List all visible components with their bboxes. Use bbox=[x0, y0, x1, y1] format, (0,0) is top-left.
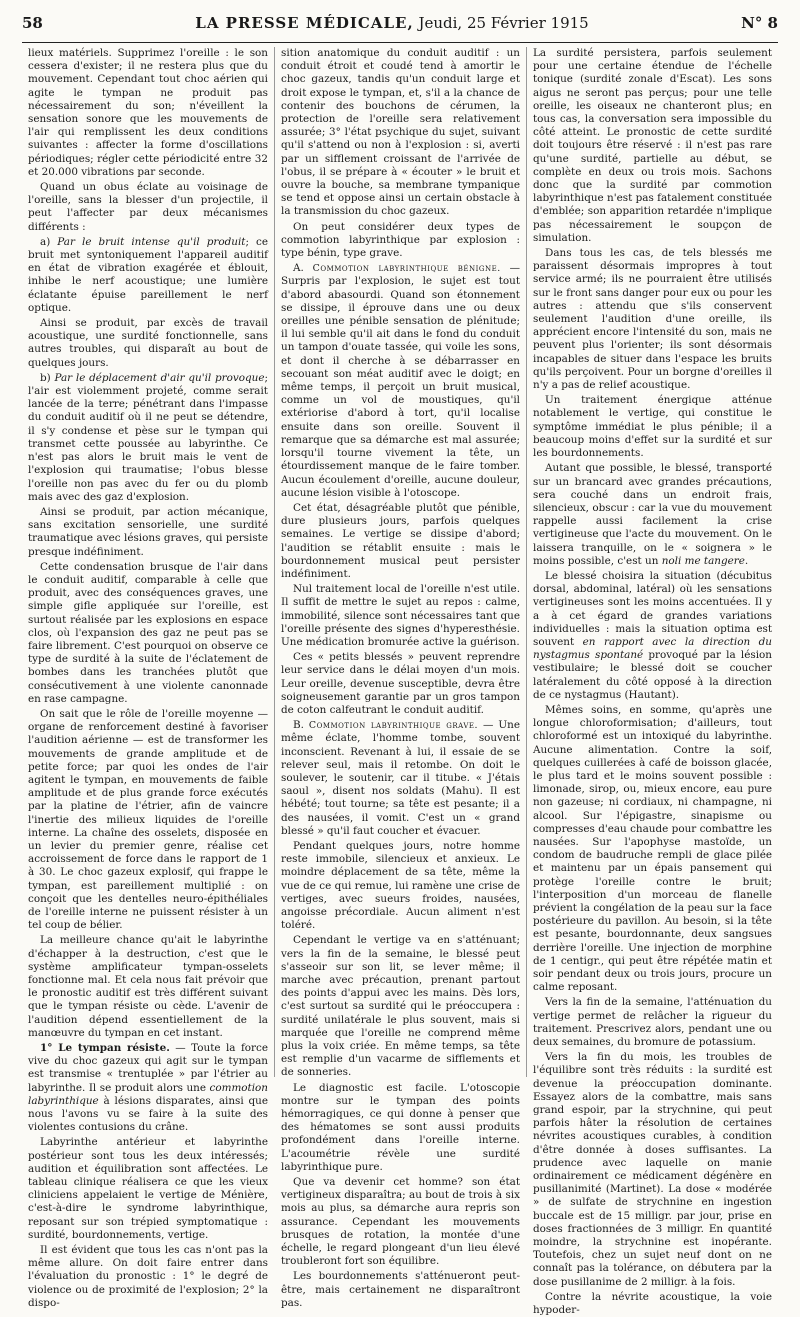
paragraph bbox=[533, 996, 772, 1049]
paragraph-text: Les bourdonnements s'atténueront peut-être, mais certainement ne disparaîtront pas. bbox=[281, 1270, 520, 1309]
paragraph-text: La meilleure chance qu'ait le labyrinthe d'échapper à la destruction, c'est que le système amplificateur tympan-osselets fonctionne mal. Et cela nous fait prévoir que le pronostic auditif est très différent suivant que le tympan résiste ou cède. L'avenir de l'audition dépend essentiellement de la manœuvre du tympan en cet instant. bbox=[28, 934, 268, 1039]
paragraph bbox=[281, 47, 520, 219]
paragraph bbox=[28, 934, 268, 1040]
paragraph bbox=[281, 583, 520, 649]
paragraph-text: Que va devenir cet homme? son état vertigineux disparaîtra; au bout de trois à six mois au plus, sa démarche aura repris son assurance. Cependant les mouvements brusques de rotation, la montée d'une échelle, le regard plongeant d'un lieu élevé troubleront fort son équilibre. bbox=[281, 1176, 520, 1268]
emphasis-text: en rapport avec la direction du nystagmus spontané bbox=[533, 635, 772, 662]
paragraph-text: Ces « petits blessés » peuvent reprendre leur service dans le délai moyen d'un mois. Leur oreille, devenue susceptible, devra être soigneusement garantie par un gros tampon de coton calfeutrant le conduit auditif. bbox=[281, 651, 520, 716]
paragraph bbox=[281, 719, 520, 838]
paragraph-text: à lésions disparates, ainsi que nous l'avons vu se faire à la suite des violentes contusions du crâne. bbox=[28, 1094, 268, 1134]
paragraph bbox=[281, 1176, 520, 1268]
paragraph bbox=[533, 247, 772, 392]
paragraph-text: — Une même éclate, l'homme tombe, souvent inconscient. Revenant à lui, il essaie de se relever seul, mais il retombe. On doit le soulever, le soutenir, car il titube. « J'étais saoul », disent nos soldats (Mahu). Il est hébété; tout tourne; sa tête est pesante; il a des nausées, il vomit. C'est un « grand blessé » qu'il faut coucher et évacuer. bbox=[281, 719, 520, 837]
paragraph-text: Autant que possible, le blessé, transporté sur un brancard avec grandes précautions, sera couché dans un endroit frais, silencieux, obscur : car la vue du mouvement rappelle aussi facilement la crise vertigineuse que l'acte du mouvement. On le laissera tranquille, on le « soignera » le moins possible, c'est un bbox=[533, 462, 772, 567]
paragraph-text: sition anatomique du conduit auditif : un conduit étroit et coudé tend à amortir le choc gazeux, tandis qu'un conduit large et droit expose le tympan, et, s'il a la chance de contenir des bouchons de cérumen, la protection de l'oreille sera relativement assurée; 3° l'état psychique du sujet, suivant qu'il s'attend ou non à l'explosion : si, averti par un sifflement croissant de l'arrivée de l'obus, il se prépare à « écouter » le bruit et ouvre la bouche, sa membrane tympanique se tend et oppose ainsi un certain obstacle à la transmission du choc gazeux. bbox=[281, 47, 520, 218]
paragraph bbox=[28, 1244, 268, 1310]
page-number: 58 bbox=[22, 14, 43, 32]
paragraph-text: Cette condensation brusque de l'air dans le conduit auditif, comparable à celle que produit, avec des conséquences graves, une simple gifle appliquée sur l'oreille, est surtout réalisée par les explosions en espace clos, où l'expansion des gaz ne peut pas se faire librement. C'est pourquoi on observe ce type de surdité à la suite de l'éclatement de bombes dans les tranchées plutôt que consécutivement à une violente canonnade en rase campagne. bbox=[28, 560, 268, 705]
paragraph bbox=[533, 570, 772, 702]
paragraph bbox=[28, 47, 268, 179]
paragraph-text: On sait que le rôle de l'oreille moyenne — organe de renforcement destiné à favoriser l'audition aérienne — est de transformer les mouvements de grande amplitude et de petite force; par quoi les ondes de l'air agitent le tympan, en mouvements de faible amplitude et de plus grande force exécutés par la platine de l'étrier, afin de vaincre l'inertie des milieux liquides de l'oreille interne. La chaîne des osselets, disposée en un levier du premier genre, réalise cet accroissement de force dans le rapport de 1 à 30. Le choc gazeux explosif, qui frappe le tympan, est pareillement multiplié : on conçoit que les dentelles neuro-épithéliales de l'oreille interne ne puissent résister à un tel coup de bélier. bbox=[28, 707, 268, 932]
paragraph bbox=[533, 1051, 772, 1289]
paragraph-text: . bbox=[744, 554, 749, 567]
paragraph-text: Mêmes soins, en somme, qu'après une longue chloroformisation; d'ailleurs, tout chloroformé est un intoxiqué du labyrinthe. Aucune alimentation. Contre la soif, quelques cuillerées à café de boisson glacée, le plus tard et le moins souvent possible : limonade, sirop, ou, mieux encore, eau pure non gazeuse; ni cordiaux, ni champagne, ni alcool. Sur l'épigastre, sinapisme ou compresses d'eau chaude pour combattre les nausées. Sur l'apophyse mastoïde, un condom de baudruche rempli de glace pilée et maintenu par un épais pansement qui protège l'oreille contre le bruit; l'interposition d'un morceau de flanelle prévient la congélation de la peau sur la face postérieure du pavillon. Au besoin, si la tête est pesante, bourdonnante, deux sangsues derrière l'oreille. Une injection de morphine de 1 centigr., qui peut être répétée matin et soir pendant deux ou trois jours, procure un calme reposant. bbox=[533, 703, 772, 994]
paragraph bbox=[28, 181, 268, 234]
paragraph bbox=[28, 236, 268, 315]
paragraph-text: ; ce bruit met syntoniquement l'appareil auditif en état de vibration exagérée et éblouit, inhibe le nerf acoustique; une lumière éclatante épuise pareillement le nerf optique. bbox=[28, 235, 268, 314]
issue-number: N° 8 bbox=[741, 14, 778, 32]
paragraph-text: Cet état, désagréable plutôt que pénible, dure plusieurs jours, parfois quelques semaines. Le vertige se dissipe d'abord; l'audition se rétablit ensuite : mais le bourdonnement musical peut persister indéfiniment. bbox=[281, 501, 520, 580]
paragraph bbox=[28, 317, 268, 370]
list-marker: B. bbox=[293, 719, 309, 732]
paragraph bbox=[281, 262, 520, 500]
paragraph-text: Quand un obus éclate au voisinage de l'oreille, sans la blesser d'un projectile, il peut l'affecter par deux mécanismes différents : bbox=[28, 181, 268, 233]
paragraph bbox=[281, 840, 520, 932]
list-marker: A. bbox=[293, 262, 313, 275]
column-middle bbox=[274, 47, 526, 1309]
emphasis-text: noli me tangere bbox=[661, 554, 745, 567]
paragraph bbox=[533, 394, 772, 460]
list-marker: b) bbox=[40, 371, 55, 384]
paragraph-text: provoqué par la lésion vestibulaire; le blessé doit se coucher latéralement du côté opposé à la direction de ce nystagmus (Hautant). bbox=[533, 649, 772, 701]
paragraph-text: lieux matériels. Supprimez l'oreille : le son cessera d'exister; il ne restera plus que du mouvement. Cependant tout choc aérien qui agite le tympan ne produit pas nécessairement du son; n'éveillent la sensation sonore que les mouvements de l'air qui remplissent les deux conditions suivantes : affecter la forme d'oscillations périodiques; régler cette périodicité entre 32 et 20.000 vibrations par seconde. bbox=[28, 47, 268, 178]
paragraph-text: La surdité persistera, parfois seulement pour une certaine étendue de l'échelle tonique (surdité zonale d'Escat). Les sons aigus ne seront pas perçus; pour une telle oreille, les oiseaux ne chanteront plus; en tous cas, la conversation sera impossible du côté atteint. Le pronostic de cette surdité doit toujours être réservé : il n'est pas rare qu'une surdité, partielle au début, se complète en deux ou trois mois. Sachons donc que la surdité par commotion labyrinthique n'est pas fatalement constituée d'emblée; son apparition retardée n'implique pas nécessairement le soupçon de simulation. bbox=[533, 47, 772, 244]
section-heading: Commotion labyrinthique bénigne. bbox=[312, 263, 501, 275]
list-marker: a) bbox=[40, 235, 58, 248]
paragraph bbox=[533, 1291, 772, 1317]
paragraph bbox=[28, 561, 268, 706]
paragraph bbox=[281, 1270, 520, 1310]
paragraph bbox=[28, 506, 268, 559]
paragraph bbox=[281, 651, 520, 717]
paragraph-text: Labyrinthe antérieur et labyrinthe postérieur sont tous les deux intéressés; audition et équilibration sont affectées. Le tableau clinique réalisera ce que les vieux cliniciens appelaient le vertige de Ménière, c'est-à-dire le syndrome labyrinthique, reposant sur son trépied symptomatique : surdité, bourdonnements, vertige. bbox=[28, 1136, 268, 1241]
section-heading: 1° Le tympan résiste. bbox=[40, 1042, 170, 1055]
paragraph-text: Nul traitement local de l'oreille n'est utile. Il suffit de mettre le sujet au repos : calme, immobilité, silence sont nécessaires tant que l'oreille présente des signes d'hyperesthésie. Une médication bromurée active la guérison. bbox=[281, 583, 520, 648]
emphasis-text: Par le déplacement d'air qu'il provoque bbox=[54, 371, 265, 384]
paragraph bbox=[28, 1136, 268, 1242]
paragraph-text: Cependant le vertige va en s'atténuant; vers la fin de la semaine, le blessé peut s'asseoir sur son lit, se lever même; il marche avec précaution, prenant partout des points d'appui avec les mains. Dès lors, c'est surtout sa surdité qui le préoccupera : surdité unilatérale le plus souvent, mais si marquée que l'oreille ne comprend même plus la voix criée. En même temps, sa tête est remplie d'un vacarme de sifflements et de sonneries. bbox=[281, 934, 520, 1079]
paragraph-text: Ainsi se produit, par action mécanique, sans excitation sensorielle, une surdité traumatique avec lésions graves, qui persiste presque indéfiniment. bbox=[28, 505, 268, 558]
text-columns bbox=[22, 47, 778, 1317]
paragraph bbox=[28, 708, 268, 932]
paragraph bbox=[281, 1082, 520, 1174]
column-right bbox=[526, 47, 778, 1317]
paragraph-text: — Surpris par l'explosion, le sujet est tout d'abord abasourdi. Quand son étonnement se dissipe, il éprouve dans une ou deux oreilles une pénible sensation de plénitude; il lui semble qu'il ait dans le fond du conduit un tampon d'ouate tassée, qui voile les sons, et dont il cherche à se débarrasser en secouant son méat auditif avec le doigt; en même temps, il perçoit un bruit musical, comme un vol de moustiques, qu'il extériorise d'abord à tort, qu'il localise ensuite dans son oreille. Souvent il remarque que sa démarche est mal assurée; lorsqu'il tourne vivement la tête, un étourdissement manque de le faire tomber. Aucun écoulement d'oreille, aucune douleur, aucune lésion visible à l'otoscope. bbox=[281, 262, 520, 499]
paragraph-text: Le diagnostic est facile. L'otoscopie montre sur le tympan des points hémorragiques, ce qui donne à penser que des hématomes se sont aussi produits profondément dans l'oreille interne. L'acoumétrie révèle une surdité labyrinthique pure. bbox=[281, 1081, 520, 1173]
column-left bbox=[22, 47, 274, 1309]
paragraph-text: Vers la fin du mois, les troubles de l'équilibre sont très réduits : la surdité est devenue la préoccupation dominante. Essayez alors de la combattre, mais sans grand espoir, par la strychnine, qui peut parfois hâter la résolution de certaines névrites acoustiques curables, à condition d'être donnée à doses suffisantes. La prudence avec laquelle on manie ordinairement ce médicament dégénère en pusillanimité (Martinet). La dose « modérée » de sulfate de strychnine en ingestion buccale est de 15 milligr. par jour, prise en doses fractionnées de 3 milligr. En quantité moindre, la strychnine est inopérante. Toutefois, chez un sujet neuf dont on ne connaît pas la tolérance, on débutera par la dose pusillanime de 2 milligr. à la fois. bbox=[533, 1051, 772, 1288]
journal-name: LA PRESSE MÉDICALE, bbox=[195, 14, 414, 32]
paragraph bbox=[28, 372, 268, 504]
paragraph bbox=[28, 1042, 268, 1134]
paragraph bbox=[533, 462, 772, 568]
paragraph-text: On peut considérer deux types de commotion labyrinthique par explosion : type bénin, type grave. bbox=[281, 220, 520, 260]
journal-title bbox=[195, 14, 588, 32]
paragraph-text: Un traitement énergique atténue notablement le vertige, qui constitue le symptôme immédiat le plus pénible; il a beaucoup moins d'effet sur la surdité et sur les bourdonnements. bbox=[533, 394, 772, 460]
issue-date: Jeudi, 25 Février 1915 bbox=[418, 14, 589, 32]
paragraph-text: Pendant quelques jours, notre homme reste immobile, silencieux et anxieux. Le moindre déplacement de sa tête, même la vue de ce qui remue, lui ramène une crise de vertiges, avec sueurs froides, nausées, angoisse précordiale. Aucun aliment n'est toléré. bbox=[281, 839, 520, 932]
emphasis-text: Par le bruit intense qu'il produit bbox=[57, 235, 246, 248]
paragraph-text: Contre la névrite acoustique, la voie hypoder- bbox=[533, 1290, 772, 1317]
paragraph-text: — Toute la force vive du choc gazeux qui agit sur le tympan est transmise « trentuplée » par l'étrier au labyrinthe. Il se produit alors une bbox=[28, 1042, 268, 1094]
paragraph-text: Vers la fin de la semaine, l'atténuation du vertige permet de relâcher la rigueur du traitement. Prescrivez alors, pendant une ou deux semaines, du bromure de potassium. bbox=[533, 996, 772, 1049]
paragraph bbox=[281, 502, 520, 581]
paragraph-text: Ainsi se produit, par excès de travail acoustique, une surdité fonctionnelle, sans autres troubles, qui disparaît au bout de quelques jours. bbox=[28, 317, 268, 369]
paragraph bbox=[533, 704, 772, 994]
paragraph-text: Le blessé choisira la situation (décubitus dorsal, abdominal, latéral) où les sensations vertigineuses sont les moins accentuées. Il y a à cet égard de grandes variations individuelles : mais la situation optima est souvent bbox=[533, 569, 772, 648]
paragraph bbox=[281, 934, 520, 1079]
paragraph bbox=[533, 47, 772, 245]
paragraph-text: Dans tous les cas, de tels blessés me paraissent désormais impropres à tout service armé; ils ne pourraient être utilisés sur le front sans danger pour eux ou pour les autres : attendu que s'ils conservent seulement l'audition d'une oreille, ils apprécient encore l'intensité du son, mais ne peuvent plus l'orienter; ils sont désormais incapables de situer dans l'espace les bruits qu'ils perçoivent. Pour un borgne d'oreilles il n'y a pas de relief acoustique. bbox=[533, 247, 772, 392]
paragraph-text: Il est évident que tous les cas n'ont pas la même allure. On doit faire entrer dans l'évaluation du pronostic : 1° le degré de violence ou de proximité de l'explosion; 2° la dispo- bbox=[28, 1244, 268, 1309]
emphasis-text: commotion labyrinthique bbox=[28, 1081, 268, 1107]
paragraph-text: ; l'air est violemment projeté, comme serait lancée de la terre; pénétrant dans l'impasse du conduit auditif où il ne peut se détendre, il s'y condense et pèse sur le tympan qui transmet cette poussée au labyrinthe. Ce n'est pas alors le bruit mais le vent de l'explosion qui traumatise; l'obus blesse l'oreille non pas avec du fer ou du plomb mais avec des gaz d'explosion. bbox=[28, 371, 268, 503]
paragraph bbox=[281, 221, 520, 261]
page-header bbox=[22, 14, 778, 43]
section-heading: Commotion labyrinthique grave. bbox=[308, 720, 479, 732]
